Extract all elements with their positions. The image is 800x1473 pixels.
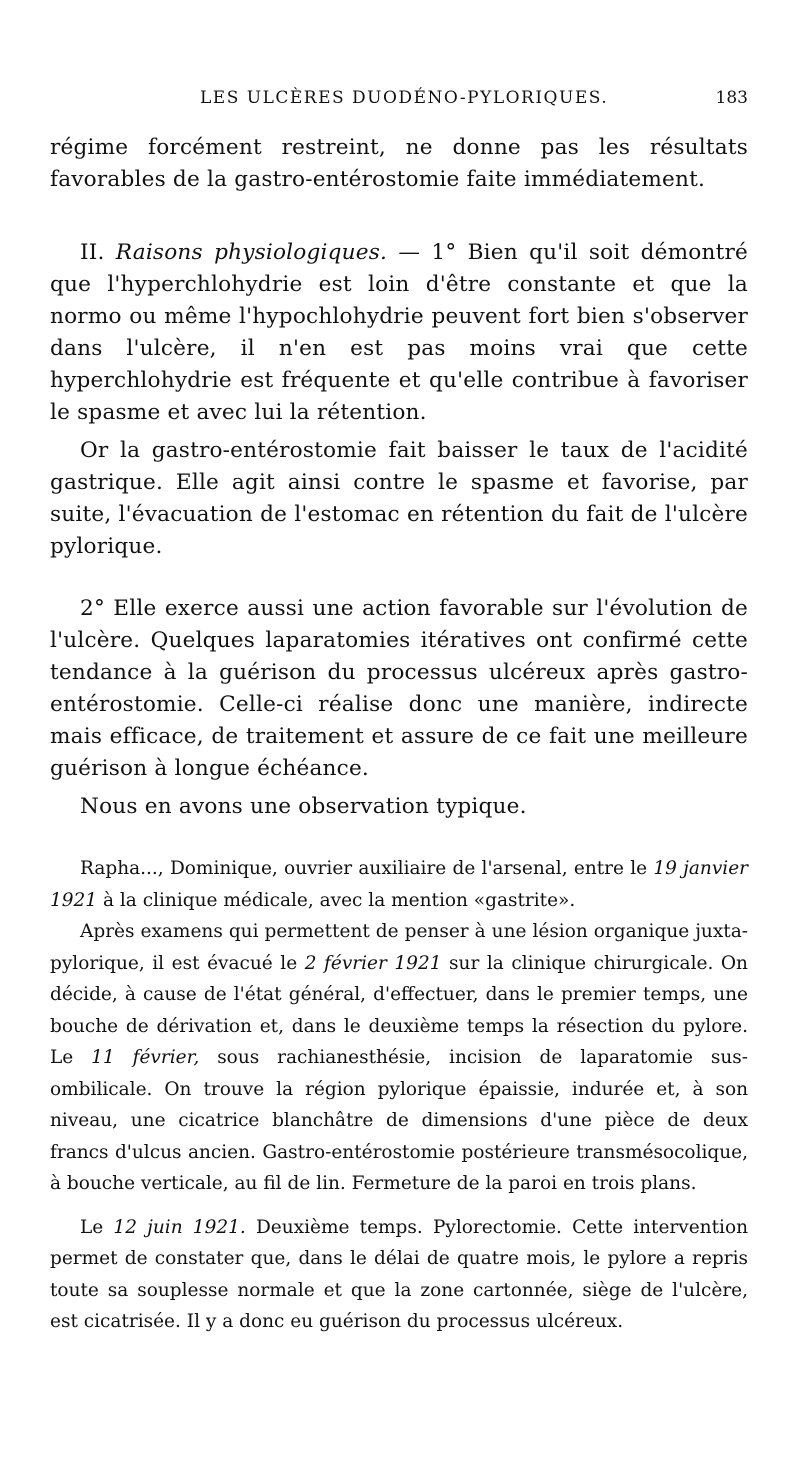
observation-second-operation: Le 12 juin 1921. Deuxième temps. Pylorectomie. Cette intervention permet de constater que, dans le délai de quatre mois, le pylore a repris toute sa souplesse normale et que la zone cartonnée, siège de l'ulcère, est cicatrisée. Il y a donc eu guérison du processus ulcéreux. [50, 1216, 748, 1332]
section-numeral: II. [80, 240, 105, 265]
section-heading: Raisons physiologiques. [115, 240, 388, 265]
page-body [50, 132, 748, 1338]
running-title: LES ULCÈRES DUODÉNO-PYLORIQUES. [200, 88, 609, 108]
date: 11 février, [91, 1047, 200, 1068]
paragraph-physiological-reasons [50, 237, 748, 429]
observation-first-operation: Après examens qui permettent de penser à une lésion organique juxta-pylorique, il est évacué le 2 février 1921 sur la clinique chirurgicale. On décide, à cause de l'état général, d'effectuer, dans le premier temps, une bouche de dérivation et, dans le deuxième temps la résection du pylore. Le 11 février, sous rachianesthésie, incision de laparatomie sus-ombilicale. On trouve la région pylorique épaissie, indurée et, à son niveau, une cicatrice blanchâtre de dimensions d'une pièce de deux francs d'ulcus ancien. Gastro-entérostomie postérieure transmésocolique, à bouche verticale, au fil de lin. Fermeture de la paroi en trois plans. [50, 921, 748, 1194]
paragraph-evolution: 2° Elle exerce aussi une action favorable sur l'évolution de l'ulcère. Quelques laparatomies itératives ont confirmé cette tendance à la guérison du processus ulcéreux après gastro-entérostomie. Celle-ci réalise donc une manière, indirecte mais efficace, de traitement et assure de ce fait une meilleure guérison à longue échéance. [50, 596, 748, 781]
paragraph-continuation: régime forcément restreint, ne donne pas les résultats favorables de la gastro-entérostomie faite immédiatement. [50, 135, 748, 192]
date: 12 juin 1921. [113, 1216, 246, 1238]
paragraph-observation-intro: Nous en avons une observation typique. [80, 794, 527, 819]
date: 19 janvier 1921 [50, 858, 748, 911]
running-head [0, 88, 800, 118]
paragraph-text: — 1° Bien qu'il soit démontré que l'hyperchlohydrie est loin d'être constante et que la normo ou même l'hypochlohydrie peuvent fort bien s'observer dans l'ulcère, il n'en est pas moins vrai que cette hyperchlohydrie est fréquente et qu'elle contribue à favoriser le spasme et avec lui la rétention. [50, 240, 748, 425]
page-number: 183 [715, 88, 748, 108]
observation-admission: Rapha..., Dominique, ouvrier auxiliaire de l'arsenal, entre le 19 janvier 1921 à la clinique médicale, avec la mention «gastrite». [50, 858, 748, 911]
date: 2 février 1921 [304, 952, 442, 974]
paragraph-acidity: Or la gastro-entérostomie fait baisser le taux de l'acidité gastrique. Elle agit ainsi contre le spasme et favorise, par suite, l'évacuation de l'estomac en rétention du fait de l'ulcère pylorique. [50, 438, 748, 559]
